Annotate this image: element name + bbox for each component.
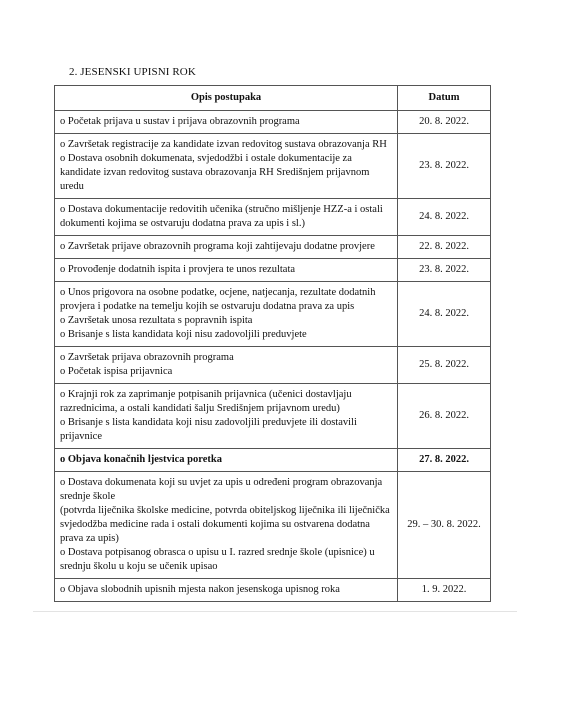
description-line: o Dostava potpisanog obrasca o upisu u I. razred srednje škole (upisnice) u srednju školu u koju se učenik upisao <box>60 547 375 572</box>
table-row <box>55 579 491 602</box>
row-date: 22. 8. 2022. <box>398 236 491 259</box>
row-date: 20. 8. 2022. <box>398 111 491 134</box>
table-body <box>55 111 491 602</box>
table-row <box>55 347 491 384</box>
enrollment-schedule-table <box>54 85 491 602</box>
table-row <box>55 449 491 472</box>
table-row <box>55 259 491 282</box>
description-line: o Završetak prijava obrazovnih programa <box>60 352 234 363</box>
row-date: 27. 8. 2022. <box>398 449 491 472</box>
row-date: 26. 8. 2022. <box>398 384 491 449</box>
row-description <box>55 472 398 579</box>
table-row <box>55 199 491 236</box>
description-line: o Objava konačnih ljestvica poretka <box>60 454 222 465</box>
table-row <box>55 236 491 259</box>
row-description <box>55 282 398 347</box>
row-description <box>55 236 398 259</box>
section-title: 2. JESENSKI UPISNI ROK <box>69 66 196 78</box>
description-line: o Početak ispisa prijavnica <box>60 366 173 377</box>
description-line: o Objava slobodnih upisnih mjesta nakon jesenskoga upisnog roka <box>60 584 340 595</box>
row-description <box>55 134 398 199</box>
row-date: 23. 8. 2022. <box>398 259 491 282</box>
description-line: o Početak prijava u sustav i prijava obrazovnih programa <box>60 116 300 127</box>
description-line: o Dostava dokumenata koji su uvjet za upis u određeni program obrazovanja srednje škole <box>60 477 383 502</box>
table-row <box>55 134 491 199</box>
table-header-row <box>55 86 491 111</box>
row-date: 24. 8. 2022. <box>398 199 491 236</box>
row-description <box>55 449 398 472</box>
row-description <box>55 384 398 449</box>
description-line: o Unos prigovora na osobne podatke, ocjene, natjecanja, rezultate dodatnih provjera i podatke na temelju kojih se ostvaruju dodatna prava za upis <box>60 287 376 312</box>
row-date: 29. – 30. 8. 2022. <box>398 472 491 579</box>
description-line: o Provođenje dodatnih ispita i provjera te unos rezultata <box>60 264 296 275</box>
description-line: o Završetak registracije za kandidate izvan redovitog sustava obrazovanja RH <box>60 139 387 150</box>
table-row <box>55 282 491 347</box>
row-description <box>55 111 398 134</box>
table-row <box>55 472 491 579</box>
row-description <box>55 259 398 282</box>
description-line: o Brisanje s lista kandidata koji nisu zadovoljili preduvjete <box>60 329 307 340</box>
description-line: o Brisanje s lista kandidata koji nisu zadovoljili preduvjete ili dostavili prijavnice <box>60 417 357 442</box>
row-description <box>55 579 398 602</box>
description-line: o Dostava dokumentacije redovitih učenika (stručno mišljenje HZZ-a i ostali dokumenti kojima se ostvaruju dodatna prava za upis i sl.) <box>60 204 383 229</box>
description-line: (potvrda liječnika školske medicine, potvrda obiteljskog liječnika ili liječnička svjedodžba medicine rada i ostali dokumenti kojima su ostvarena dodatna prava za upis) <box>60 505 390 544</box>
description-line: o Završetak prijave obrazovnih programa koji zahtijevaju dodatne provjere <box>60 241 375 252</box>
header-date: Datum <box>398 86 491 111</box>
description-line: o Krajnji rok za zaprimanje potpisanih prijavnica (učenici dostavljaju razrednicima, a ostali kandidati šalju Središnjem prijavnom uredu) <box>60 389 352 414</box>
description-line: o Dostava osobnih dokumenata, svjedodžbi i ostale dokumentacije za kandidate izvan redovitog sustava obrazovanja RH Središnjem prijavnom uredu <box>60 153 370 192</box>
header-description: Opis postupaka <box>55 86 398 111</box>
table-row <box>55 384 491 449</box>
row-date: 1. 9. 2022. <box>398 579 491 602</box>
row-description <box>55 199 398 236</box>
row-date: 25. 8. 2022. <box>398 347 491 384</box>
table-row <box>55 111 491 134</box>
row-date: 23. 8. 2022. <box>398 134 491 199</box>
row-date: 24. 8. 2022. <box>398 282 491 347</box>
description-line: o Završetak unosa rezultata s popravnih ispita <box>60 315 253 326</box>
row-description <box>55 347 398 384</box>
page-divider <box>33 611 517 612</box>
